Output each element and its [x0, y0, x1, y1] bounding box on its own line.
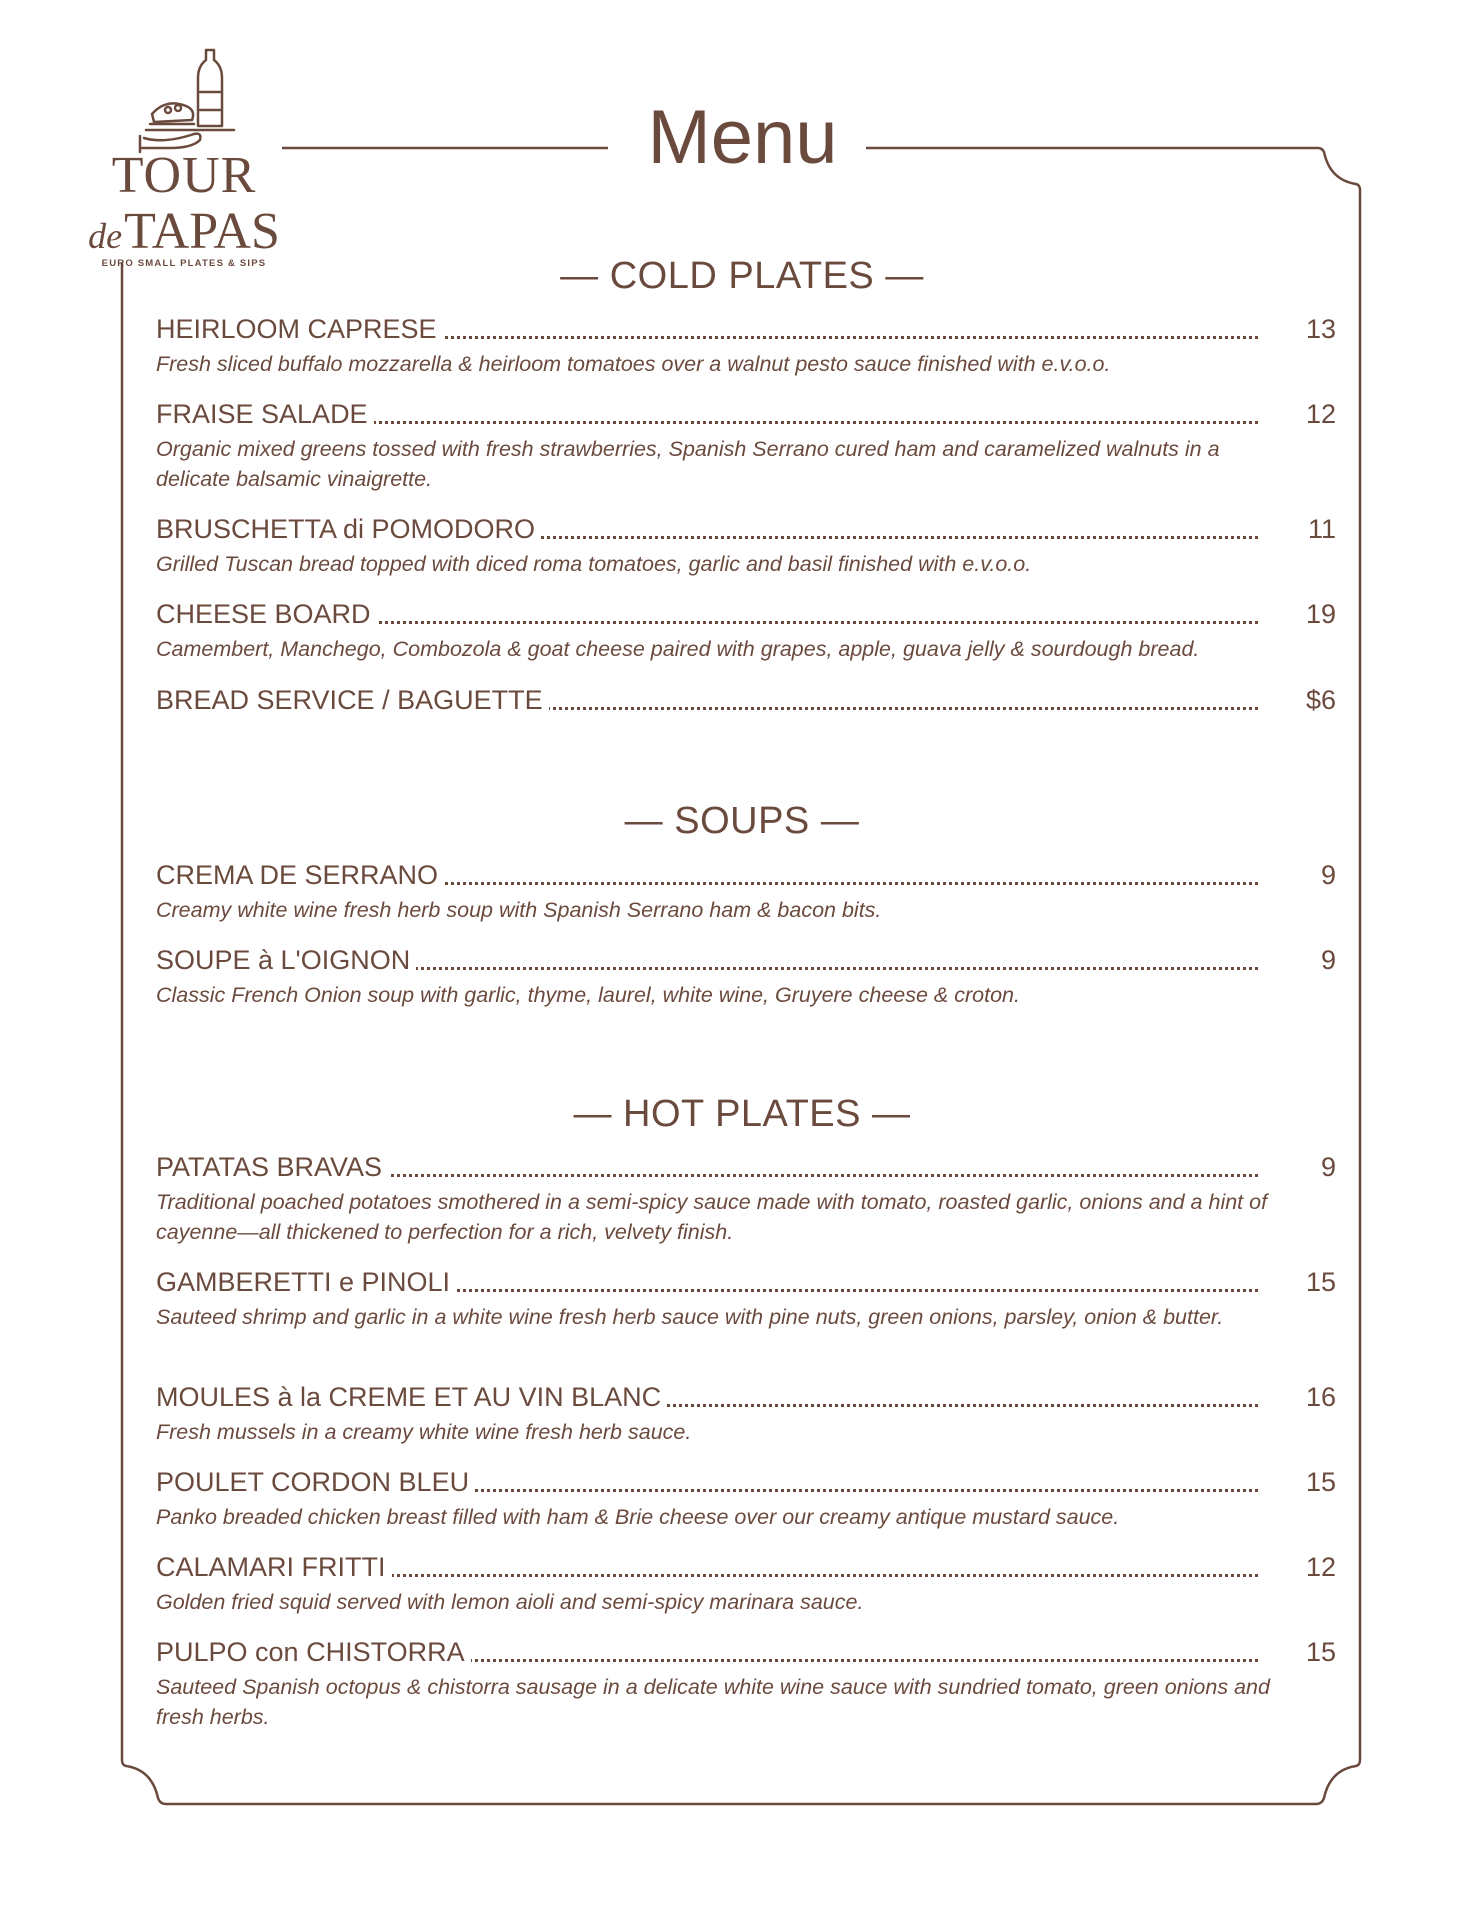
menu-item-price: 13 [1305, 314, 1336, 344]
menu-item-name: FRAISE SALADE [156, 401, 374, 428]
menu-item-price: 16 [1305, 1382, 1336, 1412]
menu-item-description: Traditional poached potatoes smothered in a semi-spicy sauce made with tomato, roasted garlic, onions and a hint of cayenne—all thickened to perfection for a rich, velvety finish. [156, 1190, 1268, 1244]
section-heading-cold-plates: — COLD PLATES — [560, 255, 924, 297]
page-title: Menu [647, 95, 838, 180]
menu-item-row [156, 1262, 1336, 1296]
menu-item-price: 12 [1305, 1552, 1336, 1582]
menu-item-row [156, 1377, 1336, 1411]
menu-item-price: 15 [1305, 1637, 1336, 1667]
menu-item-description: Panko breaded chicken breast filled with ham & Brie cheese over our creamy antique mustard sauce. [156, 1505, 1120, 1529]
menu-item [156, 509, 1336, 579]
menu-item-description: Sauteed Spanish octopus & chistorra sausage in a delicate white wine sauce with sundried tomato, green onions and fresh herbs. [156, 1675, 1270, 1729]
menu-item [156, 1147, 1336, 1247]
logo-name-de: de [88, 216, 123, 256]
menu-item-name: BREAD SERVICE / BAGUETTE [156, 687, 549, 714]
logo-tagline: EURO SMALL PLATES & SIPS [101, 258, 267, 269]
menu-item [156, 1547, 1336, 1617]
menu-item-description: Sauteed shrimp and garlic in a white wine fresh herb sauce with pine nuts, green onions, parsley, onion & butter. [156, 1305, 1224, 1329]
menu-item-name: MOULES à la CREME ET AU VIN BLANC [156, 1384, 667, 1411]
menu-item-row [156, 680, 1336, 714]
menu-item-name: POULET CORDON BLEU [156, 1469, 475, 1496]
menu-item [156, 1262, 1336, 1332]
section-heading-soups: — SOUPS — [624, 800, 860, 842]
menu-item [156, 309, 1336, 379]
menu-item-row [156, 394, 1336, 428]
logo-wordmark [84, 147, 284, 260]
menu-item-row [156, 855, 1336, 889]
menu-item-name: CHEESE BOARD [156, 601, 377, 628]
menu-item-price: 11 [1307, 514, 1336, 544]
menu-item [156, 855, 1336, 925]
menu-item-name: BRUSCHETTA di POMODORO [156, 516, 541, 543]
menu-item-price: 15 [1305, 1267, 1336, 1297]
restaurant-logo [84, 44, 284, 274]
menu-item-description: Golden fried squid served with lemon aioli and semi-spicy marinara sauce. [156, 1590, 864, 1614]
menu-item [156, 594, 1336, 664]
menu-item-row [156, 309, 1336, 343]
menu-item-price: 15 [1305, 1467, 1336, 1497]
menu-item-description: Camembert, Manchego, Combozola & goat cheese paired with grapes, apple, guava jelly & sourdough bread. [156, 637, 1200, 661]
menu-item-name: CALAMARI FRITTI [156, 1554, 392, 1581]
menu-item-price: $6 [1305, 685, 1336, 715]
menu-item-name: HEIRLOOM CAPRESE [156, 316, 443, 343]
menu-item-row [156, 594, 1336, 628]
logo-name-line1: TOUR [111, 147, 257, 204]
menu-item-name: CREMA DE SERRANO [156, 862, 444, 889]
menu-item-price: 9 [1320, 1152, 1336, 1182]
menu-item-row [156, 1632, 1336, 1666]
menu-item-price: 9 [1320, 860, 1336, 890]
menu-item-row [156, 1147, 1336, 1181]
logo-name-line2-wrap [84, 203, 284, 260]
menu-item-row [156, 509, 1336, 543]
menu-item [156, 1377, 1336, 1447]
waiter-tray-bottle-icon [84, 44, 284, 154]
menu-item [156, 1462, 1336, 1532]
menu-item [156, 394, 1336, 494]
menu-item-name: SOUPE à L'OIGNON [156, 947, 416, 974]
section-heading-hot-plates: — HOT PLATES — [573, 1093, 911, 1135]
menu-item-name: PULPO con CHISTORRA [156, 1639, 471, 1666]
menu-item-description: Creamy white wine fresh herb soup with Spanish Serrano ham & bacon bits. [156, 898, 882, 922]
menu-item-name: GAMBERETTI e PINOLI [156, 1269, 456, 1296]
menu-item-row [156, 940, 1336, 974]
menu-item-description: Organic mixed greens tossed with fresh strawberries, Spanish Serrano cured ham and caramelized walnuts in a delicate balsamic vinaigrette. [156, 437, 1220, 491]
menu-item [156, 940, 1336, 1010]
menu-item-row [156, 1462, 1336, 1496]
menu-item-name: PATATAS BRAVAS [156, 1154, 388, 1181]
menu-item-description: Grilled Tuscan bread topped with diced roma tomatoes, garlic and basil finished with e.v.o.o. [156, 552, 1032, 576]
menu-item-price: 9 [1320, 945, 1336, 975]
menu-item-description: Fresh sliced buffalo mozzarella & heirloom tomatoes over a walnut pesto sauce finished with e.v.o.o. [156, 352, 1111, 376]
menu-item-description: Fresh mussels in a creamy white wine fresh herb sauce. [156, 1420, 692, 1444]
menu-item [156, 1632, 1336, 1732]
menu-item-price: 19 [1305, 599, 1336, 629]
menu-item-price: 12 [1305, 399, 1336, 429]
menu-item-row [156, 1547, 1336, 1581]
logo-name-line2: TAPAS [124, 203, 280, 260]
menu-item [156, 680, 1336, 714]
menu-item-description: Classic French Onion soup with garlic, thyme, laurel, white wine, Gruyere cheese & croton. [156, 983, 1020, 1007]
